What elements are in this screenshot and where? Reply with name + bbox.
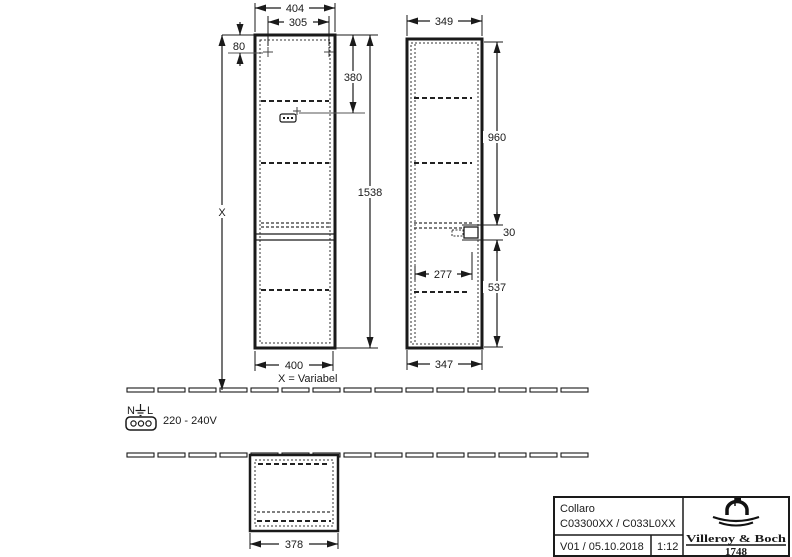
front-view <box>255 35 335 348</box>
variable-note: X = Variabel <box>278 373 338 385</box>
wall-line-upper <box>127 388 588 392</box>
product-name: Collaro <box>560 503 595 515</box>
dim-handle-spacing-label: 305 <box>288 17 308 29</box>
plug-socket-icon <box>126 417 156 430</box>
dim-inner-depth-label: 277 <box>433 269 453 281</box>
dim-width-bottom-label: 400 <box>284 360 304 372</box>
side-view <box>407 39 503 348</box>
electrical-connection <box>126 404 217 430</box>
dim-gap-label: 30 <box>503 227 516 239</box>
dim-depth-bottom-label: 347 <box>434 359 454 371</box>
brand-year: 1748 <box>725 546 747 557</box>
article-numbers: C03300XX / C033L0XX <box>560 518 676 530</box>
dim-plan-width-label: 378 <box>284 539 304 551</box>
dim-socket-drop-label: 380 <box>343 72 363 84</box>
dim-total-height-label: 1538 <box>357 187 383 199</box>
live-label: L <box>147 405 154 417</box>
brand-name: Villeroy & Boch <box>686 533 786 545</box>
voltage-label: 220 - 240V <box>163 415 217 427</box>
drawing-scale: 1:12 <box>657 541 679 553</box>
dim-upper-door-label: 960 <box>487 132 507 144</box>
plan-carcass <box>250 455 338 531</box>
side-carcass <box>407 39 482 348</box>
neutral-label: N <box>127 405 135 417</box>
dim-handle-offset-label: 80 <box>232 41 246 53</box>
dim-depth-top-label: 349 <box>434 16 454 28</box>
dim-lower-door-label: 537 <box>487 282 507 294</box>
version-date: V01 / 05.10.2018 <box>560 541 644 553</box>
dim-variable-height-label: X <box>218 207 226 219</box>
front-carcass <box>255 35 335 348</box>
dim-width-top-label: 404 <box>285 3 305 15</box>
ground-icon <box>136 404 146 416</box>
plan-view <box>250 455 338 551</box>
wall-line-lower <box>127 453 588 457</box>
title-block <box>554 497 789 557</box>
